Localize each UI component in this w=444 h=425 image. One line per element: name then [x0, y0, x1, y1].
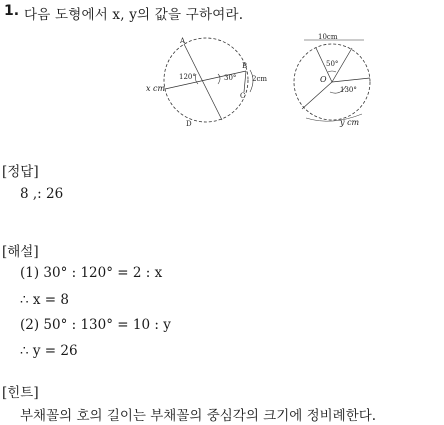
point-b-label: B — [242, 62, 248, 70]
solution-line-1: (1) 30° : 120° = 2 : x — [20, 265, 163, 281]
question-number: 1. — [4, 3, 20, 19]
solution-line-4: ∴ y = 26 — [20, 343, 78, 359]
solution-line-3: (2) 50° : 130° = 10 : y — [20, 317, 171, 333]
solution-header: [해설] — [2, 244, 39, 260]
center-o-label: O — [320, 75, 327, 84]
question-text: 다음 도형에서 x, y의 값을 구하여라. — [24, 7, 244, 23]
point-d-label: D — [186, 120, 192, 128]
point-c-label: C — [240, 92, 246, 100]
length-y-label: y cm — [340, 118, 360, 127]
answer-text: 8 ,: 26 — [20, 186, 64, 202]
solution-line-2: ∴ x = 8 — [20, 292, 69, 308]
figure-2-circle-diagram — [292, 34, 378, 128]
point-a-label: A — [180, 37, 186, 45]
angle-30-label: 30° — [224, 74, 237, 82]
angle-50-label: 50° — [326, 60, 339, 68]
angle-120-label: 120° — [179, 73, 196, 81]
answer-header: [정답] — [2, 164, 39, 180]
length-2cm-label: 2cm — [252, 75, 268, 83]
length-x-label: x cm — [146, 84, 166, 93]
hint-header: [힌트] — [2, 385, 39, 401]
hint-text: 부채꼴의 호의 길이는 부채꼴의 중심각의 크기에 정비례한다. — [20, 408, 377, 424]
length-10cm-label: 10cm — [318, 33, 338, 41]
figure-1-circle-diagram — [146, 34, 280, 128]
angle-130-label: 130° — [340, 86, 357, 94]
